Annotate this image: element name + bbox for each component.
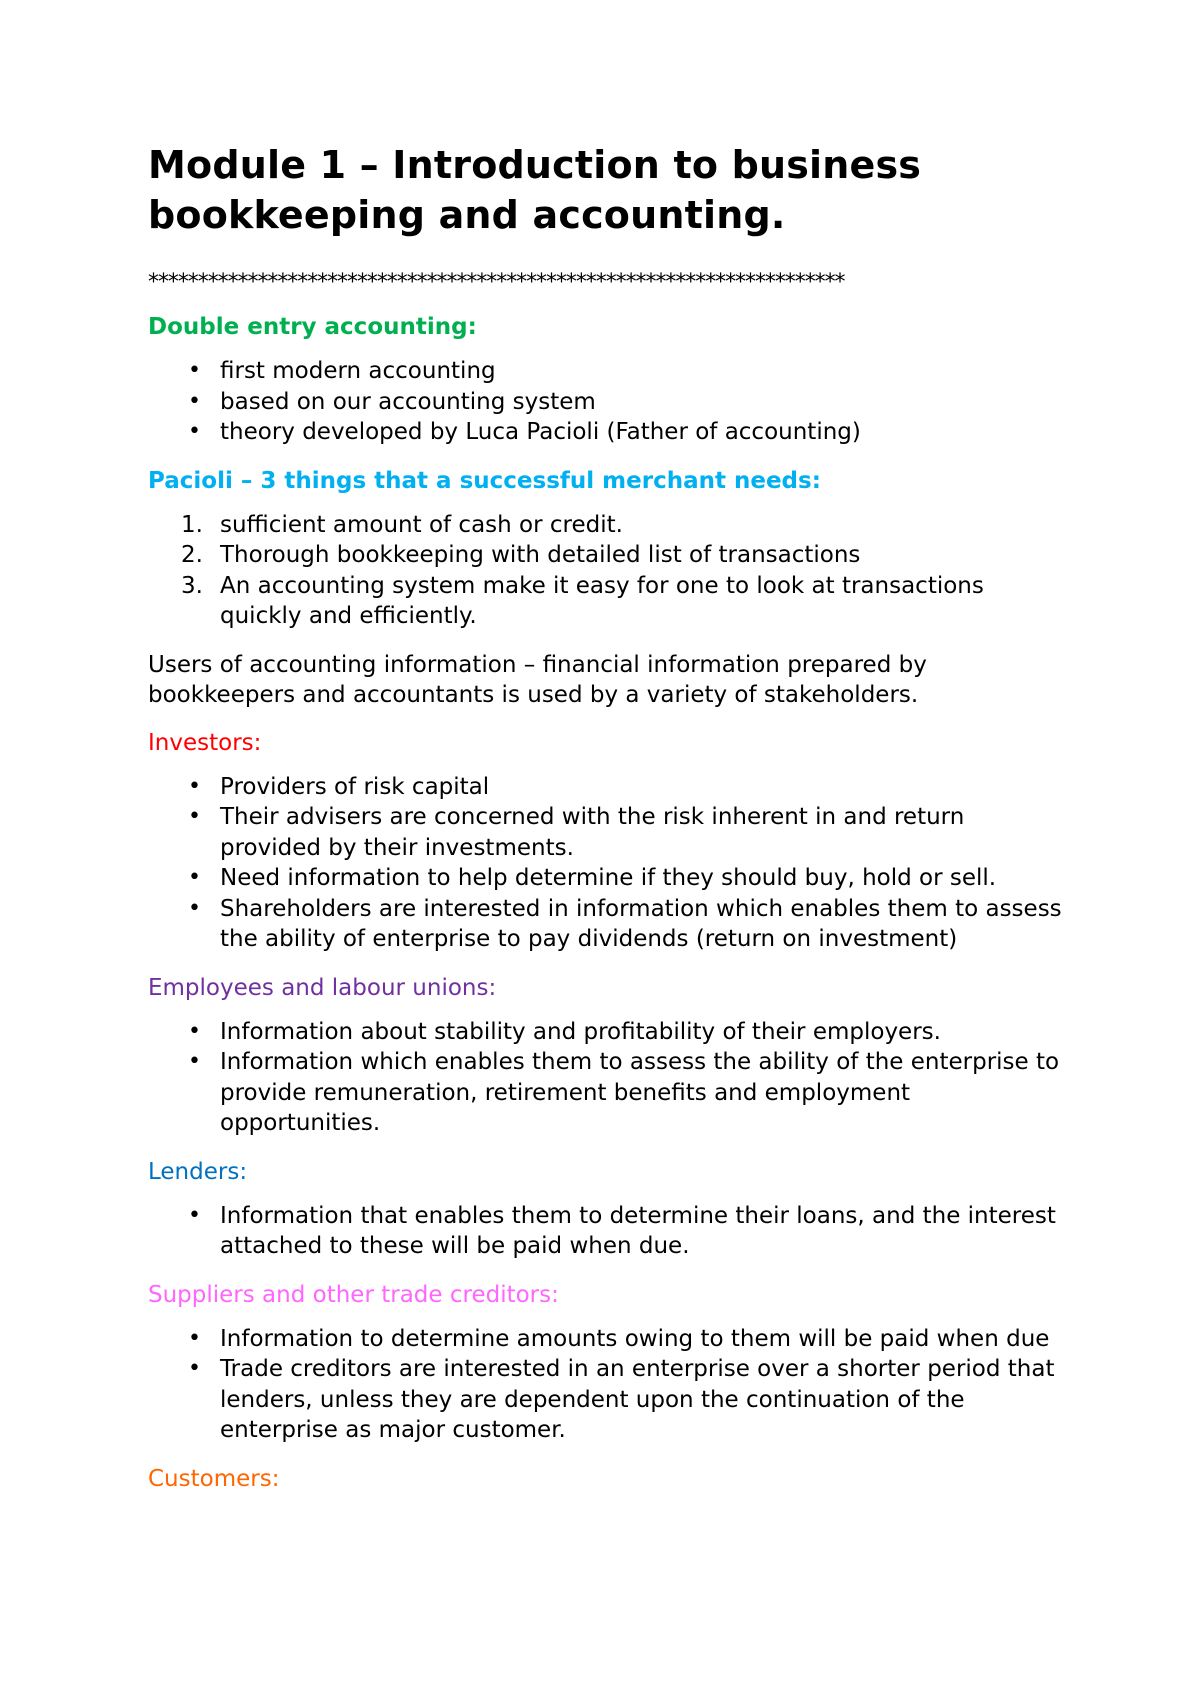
list-pacioli (148, 510, 1068, 632)
list-item: • Their advisers are concerned with the risk inherent in and return provided by their investments. (188, 804, 965, 861)
list-item: • Need information to help determine if they should buy, hold or sell. (148, 863, 1068, 894)
list-item: • Information that enables them to determine their loans, and the interest attached to these will be paid when due. (188, 1202, 1056, 1259)
bullet-icon: • (188, 865, 201, 890)
heading-employees: Employees and labour unions: (148, 974, 497, 1001)
list-item: • Information about stability and profitability of their employers. (148, 1017, 1068, 1048)
separator-line: ********************************************************************** (148, 270, 845, 295)
heading-customers: Customers: (148, 1465, 280, 1492)
bullet-icon: • (188, 1049, 201, 1074)
bullet-icon: • (188, 388, 201, 414)
list-double-entry (148, 356, 1068, 448)
document-page (148, 140, 1068, 1494)
heading-lenders: Lenders: (148, 1158, 248, 1185)
bullet-icon: • (188, 804, 201, 829)
list-lenders (148, 1201, 1068, 1262)
heading-pacioli: Pacioli – 3 things that a successful merchant needs: (148, 467, 821, 494)
list-item: 3. An accounting system make it easy for one to look at transactions quickly and efficiently. (181, 572, 984, 629)
bullet-icon: • (188, 1356, 201, 1381)
bullet-icon: • (188, 358, 201, 383)
list-item: • theory developed by Luca Pacioli (Father of accounting) (148, 417, 1068, 448)
list-item: • Information to determine amounts owing to them will be paid when due (148, 1324, 1068, 1355)
list-item: • Trade creditors are interested in an enterprise over a shorter period that lenders, unless they are dependent upon the continuation of the enterprise as major customer. (188, 1356, 1055, 1443)
list-item: • Shareholders are interested in information which enables them to assess the ability of enterprise to pay dividends (return on investment) (188, 895, 1062, 952)
page-title: Module 1 – Introduction to business bookkeeping and accounting. (148, 143, 922, 237)
heading-suppliers: Suppliers and other trade creditors: (148, 1281, 559, 1308)
bullet-icon: • (188, 419, 201, 444)
bullet-icon: • (188, 895, 201, 921)
bullet-icon: • (188, 1018, 201, 1044)
list-item: • Information which enables them to assess the ability of the enterprise to provide remuneration, retirement benefits and employment opportunities. (188, 1049, 1060, 1136)
list-item: • based on our accounting system (148, 387, 1068, 418)
bullet-icon: • (188, 773, 201, 799)
list-suppliers (148, 1324, 1068, 1446)
list-item: • first modern accounting (148, 356, 1068, 387)
list-investors (148, 772, 1068, 955)
bullet-icon: • (188, 1202, 201, 1228)
heading-double-entry: Double entry accounting: (148, 314, 477, 340)
list-employees (148, 1017, 1068, 1139)
bullet-icon: • (188, 1325, 201, 1351)
list-item: • Providers of risk capital (148, 772, 1068, 803)
list-item: 2. Thorough bookkeeping with detailed list of transactions (181, 542, 861, 568)
heading-investors: Investors: (148, 729, 262, 756)
paragraph-users: Users of accounting information – financial information prepared by bookkeepers and accountants is used by a variety of stakeholders. (148, 651, 927, 708)
list-item: 1. sufficient amount of cash or credit. (181, 511, 623, 538)
